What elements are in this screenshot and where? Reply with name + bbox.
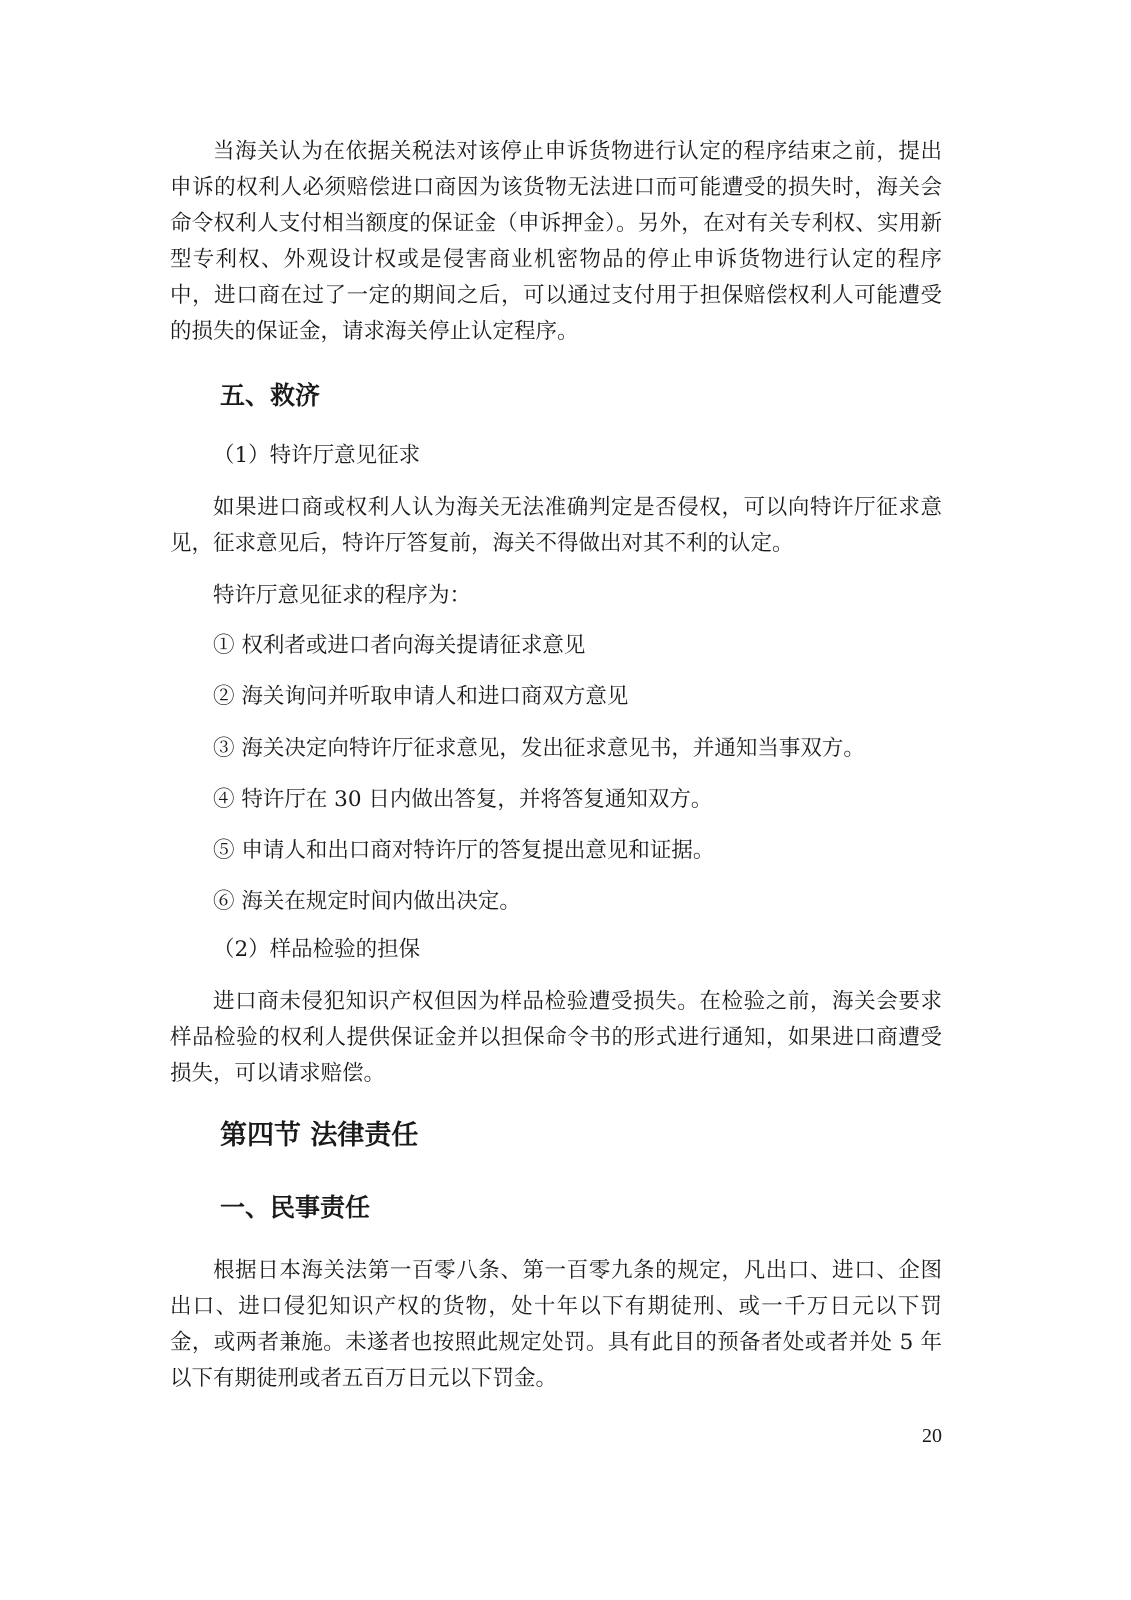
section-heading-relief: 五、救济: [220, 381, 321, 410]
section-heading-legal-liability: 第四节 法律责任: [220, 1120, 419, 1151]
intro-paragraph: 当海关认为在依据关税法对该停止申诉货物进行认定的程序结束之前，提出申诉的权利人必须赔偿进口商因为该货物无法进口而可能遭受的损失时，海关会命令权利人支付相当额度的保证金（申诉押金）。另外，在对有关专利权、实用新型专利权、外观设计权或是侵害商业机密物品的停止申诉货物进行认定的程序中，进口商在过了一定的期间之后，可以通过支付用于担保赔偿权利人可能遭受的损失的保证金，请求海关停止认定程序。: [170, 139, 942, 344]
opinion-request-paragraph: 如果进口商或权利人认为海关无法准确判定是否侵权，可以向特许厅征求意见，征求意见后，特许厅答复前，海关不得做出对其不利的认定。: [170, 495, 942, 556]
civil-liability-paragraph: 根据日本海关法第一百零八条、第一百零九条的规定，凡出口、进口、企图出口、进口侵犯知识产权的货物，处十年以下有期徒刑、或一千万日元以下罚金，或两者兼施。未遂者也按照此规定处罚。具有此目的预备者处或者并处 5 年以下有期徒刑或者五百万日元以下罚金。: [170, 1258, 942, 1391]
procedure-intro: 特许厅意见征求的程序为：: [213, 583, 472, 608]
procedure-step-5: ⑤ 申请人和出口商对特许厅的答复提出意见和证据。: [213, 838, 715, 863]
procedure-step-1: ① 权利者或进口者向海关提请征求意见: [213, 633, 586, 658]
sample-guarantee-paragraph: 进口商未侵犯知识产权但因为样品检验遭受损失。在检验之前，海关会要求样品检验的权利人提供保证金并以担保命令书的形式进行通知，如果进口商遭受损失，可以请求赔偿。: [170, 989, 942, 1086]
procedure-step-2: ② 海关询问并听取申请人和进口商双方意见: [213, 684, 629, 709]
section-heading-civil-liability: 一、民事责任: [220, 1193, 371, 1222]
page-number: 20: [922, 1425, 942, 1447]
subheading-sample-guarantee: （2）样品检验的担保: [213, 937, 421, 962]
procedure-step-3: ③ 海关决定向特许厅征求意见，发出征求意见书，并通知当事双方。: [213, 736, 865, 761]
procedure-step-4: ④ 特许厅在 30 日内做出答复，并将答复通知双方。: [213, 787, 713, 812]
procedure-step-6: ⑥ 海关在规定时间内做出决定。: [213, 889, 521, 914]
subheading-opinion-request: （1）特许厅意见征求: [213, 443, 421, 468]
